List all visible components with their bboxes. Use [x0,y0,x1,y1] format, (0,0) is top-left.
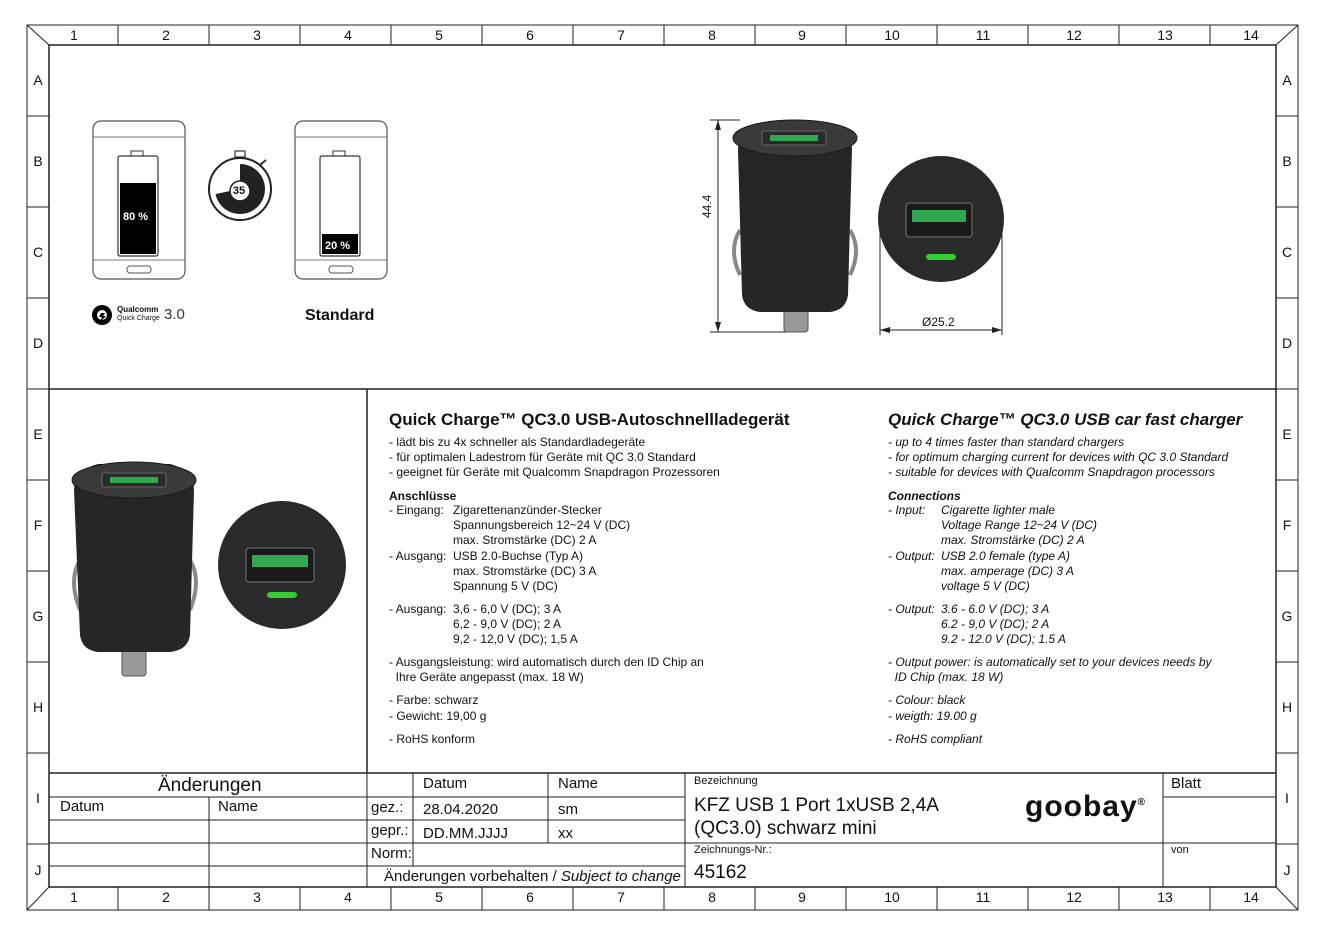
standard-phone-icon [295,121,387,279]
blatt-label: Blatt [1171,775,1202,792]
row-label: J [1283,862,1291,878]
col-label: 2 [162,889,170,905]
col-label: 12 [1066,889,1082,905]
row-label: F [33,517,43,533]
timer-value: 35 [232,185,246,197]
col-label: 6 [526,27,534,43]
en-output-line: max. amperage (DC) 3 A [941,564,1074,578]
charger-side-view-icon [733,120,857,332]
qc-level-label: 80 % [123,211,149,223]
bezeichnung-label: Bezeichnung [694,775,758,787]
charger-front-view-icon [878,156,1004,335]
col-label: 1 [70,27,78,43]
col-label: 14 [1243,27,1259,43]
col-label: 7 [617,27,625,43]
en-output-label: - Output: [888,549,935,563]
en-bullet: - for optimum charging current for devices with QC 3.0 Standard [888,450,1229,464]
en-output-line: USB 2.0 female (type A) [941,549,1070,563]
qc-logo-version: 3.0 [164,306,185,323]
de-input-label: - Eingang: [389,503,444,517]
de-title: Quick Charge™ QC3.0 USB-Autoschnellladegerät [389,410,790,429]
col-label: 1 [70,889,78,905]
name-header: Name [558,775,599,792]
en-connections-title: Connections [888,489,961,503]
diameter-dimension: Ø25.2 [922,315,955,329]
de-color: - Farbe: schwarz [389,693,479,707]
changes-date-header: Datum [60,798,105,815]
qualcomm-qc-icon [90,303,114,329]
col-label: 13 [1157,27,1173,43]
row-label: I [36,790,40,806]
zeichnungs-nr: 45162 [694,862,747,883]
de-bullet: - geeignet für Geräte mit Qualcomm Snapdragon Prozessoren [389,465,720,479]
row-label: E [33,426,43,442]
de-output-line: USB 2.0-Buchse (Typ A) [453,549,584,563]
charger-front-photo-icon [218,501,346,629]
col-label: 8 [708,889,716,905]
row-label: E [1282,426,1292,442]
de-output2-line: 3,6 - 6,0 V (DC); 3 A [453,602,562,616]
col-label: 13 [1157,889,1173,905]
subject-en: Subject to change [560,868,681,885]
goobay-logo-reg: ® [1137,797,1147,808]
row-label: A [1282,72,1292,88]
en-input-line: Voltage Range 12~24 V (DC) [941,518,1097,532]
en-weight: - weigth: 19.00 g [888,709,977,723]
norm-label: Norm: [371,845,412,862]
gez-name: sm [558,801,578,818]
de-output2-label: - Ausgang: [389,602,447,616]
row-label: H [1281,699,1293,715]
qc-logo-sub: Quick Charge [117,315,160,322]
col-label: 10 [884,27,900,43]
bezeichnung-line2: (QC3.0) schwarz mini [694,818,877,839]
zeichnungs-label: Zeichnungs-Nr.: [694,844,772,856]
en-output2-line: 6.2 - 9,0 V (DC); 2 A [941,617,1050,631]
col-label: 12 [1066,27,1082,43]
product-photo [60,450,360,690]
col-label: 14 [1243,889,1259,905]
row-label: I [1285,790,1289,806]
de-input-line: Zigarettenanzünder-Stecker [453,503,602,517]
charging-comparison-illustration [85,115,405,295]
col-label: 9 [798,27,806,43]
row-label: B [33,153,43,169]
en-output2-line: 3.6 - 6.0 V (DC); 3 A [941,602,1050,616]
qc-logo-brand: Qualcomm [117,305,159,314]
row-label: C [32,244,44,260]
changes-name-header: Name [218,798,259,815]
changes-header: Änderungen [158,775,262,796]
qc-phone-icon [93,121,185,279]
en-title: Quick Charge™ QC3.0 USB car fast charger [888,410,1243,429]
de-output-line: max. Stromstärke (DC) 3 A [453,564,597,578]
col-label: 8 [708,27,716,43]
en-input-label: - Input: [888,503,926,517]
en-input-line: Cigarette lighter male [941,503,1056,517]
en-output2-label: - Output: [888,602,935,616]
col-label: 10 [884,889,900,905]
col-label: 11 [975,27,991,43]
dimension-drawing [700,110,1020,340]
row-label: G [1281,608,1293,624]
col-label: 5 [435,27,443,43]
col-label: 2 [162,27,170,43]
subject-de: Änderungen vorbehalten / [384,868,561,885]
de-weight: - Gewicht: 19,00 g [389,709,487,723]
en-power-line: - Output power: is automatically set to your devices needs by [888,655,1212,669]
charger-side-photo-icon [72,462,196,676]
gepr-name: xx [558,825,573,842]
gez-date: 28.04.2020 [423,801,499,818]
von-label: von [1171,844,1189,856]
col-label: 5 [435,889,443,905]
row-label: F [1282,517,1292,533]
en-bullet: - suitable for devices with Qualcomm Snapdragon processors [888,465,1215,479]
de-connections-title: Anschlüsse [389,489,457,503]
row-label: B [1282,153,1292,169]
de-input-line: max. Stromstärke (DC) 2 A [453,533,597,547]
de-rohs: - RoHS konform [389,732,476,746]
row-label: D [1281,335,1293,351]
col-label: 9 [798,889,806,905]
row-label: J [34,862,42,878]
col-label: 3 [253,889,261,905]
row-label: A [33,72,43,88]
bezeichnung-line1: KFZ USB 1 Port 1xUSB 2,4A [694,795,939,816]
en-bullet: - up to 4 times faster than standard chargers [888,435,1125,449]
en-output-line: voltage 5 V (DC) [941,579,1030,593]
datum-header: Datum [423,775,468,792]
gepr-label: gepr.: [371,822,409,839]
de-bullet: - lädt bis zu 4x schneller als Standardladegeräte [389,435,646,449]
subject-to-change [384,868,681,885]
de-output2-line: 6,2 - 9,0 V (DC); 2 A [453,617,562,631]
de-output-label: - Ausgang: [389,549,447,563]
standard-level-label: 20 % [325,240,351,252]
height-dimension: 44.4 [700,194,714,218]
row-label: G [32,608,44,624]
de-input-line: Spannungsbereich 12~24 V (DC) [453,518,631,532]
de-power-line: Ihre Geräte angepasst (max. 18 W) [389,670,584,684]
de-bullet: - für optimalen Ladestrom für Geräte mit QC 3.0 Standard [389,450,696,464]
goobay-logo [1025,790,1146,824]
en-output2-line: 9.2 - 12.0 V (DC); 1.5 A [941,632,1066,646]
col-label: 6 [526,889,534,905]
en-input-line: max. Stromstärke (DC) 2 A [941,533,1085,547]
goobay-logo-text: goobay [1025,790,1138,823]
de-output2-line: 9,2 - 12,0 V (DC); 1,5 A [453,632,578,646]
en-rohs: - RoHS compliant [888,732,983,746]
row-label: D [32,335,44,351]
col-label: 11 [975,889,991,905]
col-label: 7 [617,889,625,905]
de-power-line: - Ausgangsleistung: wird automatisch durch den ID Chip an [389,655,704,669]
en-color: - Colour: black [888,693,966,707]
gez-label: gez.: [371,799,404,816]
standard-label: Standard [305,307,375,324]
en-power-line: ID Chip (max. 18 W) [888,670,1004,684]
col-label: 4 [344,889,352,905]
gepr-date: DD.MM.JJJJ [423,825,508,842]
row-label: C [1281,244,1293,260]
col-label: 4 [344,27,352,43]
row-label: H [32,699,44,715]
col-label: 3 [253,27,261,43]
de-output-line: Spannung 5 V (DC) [453,579,558,593]
